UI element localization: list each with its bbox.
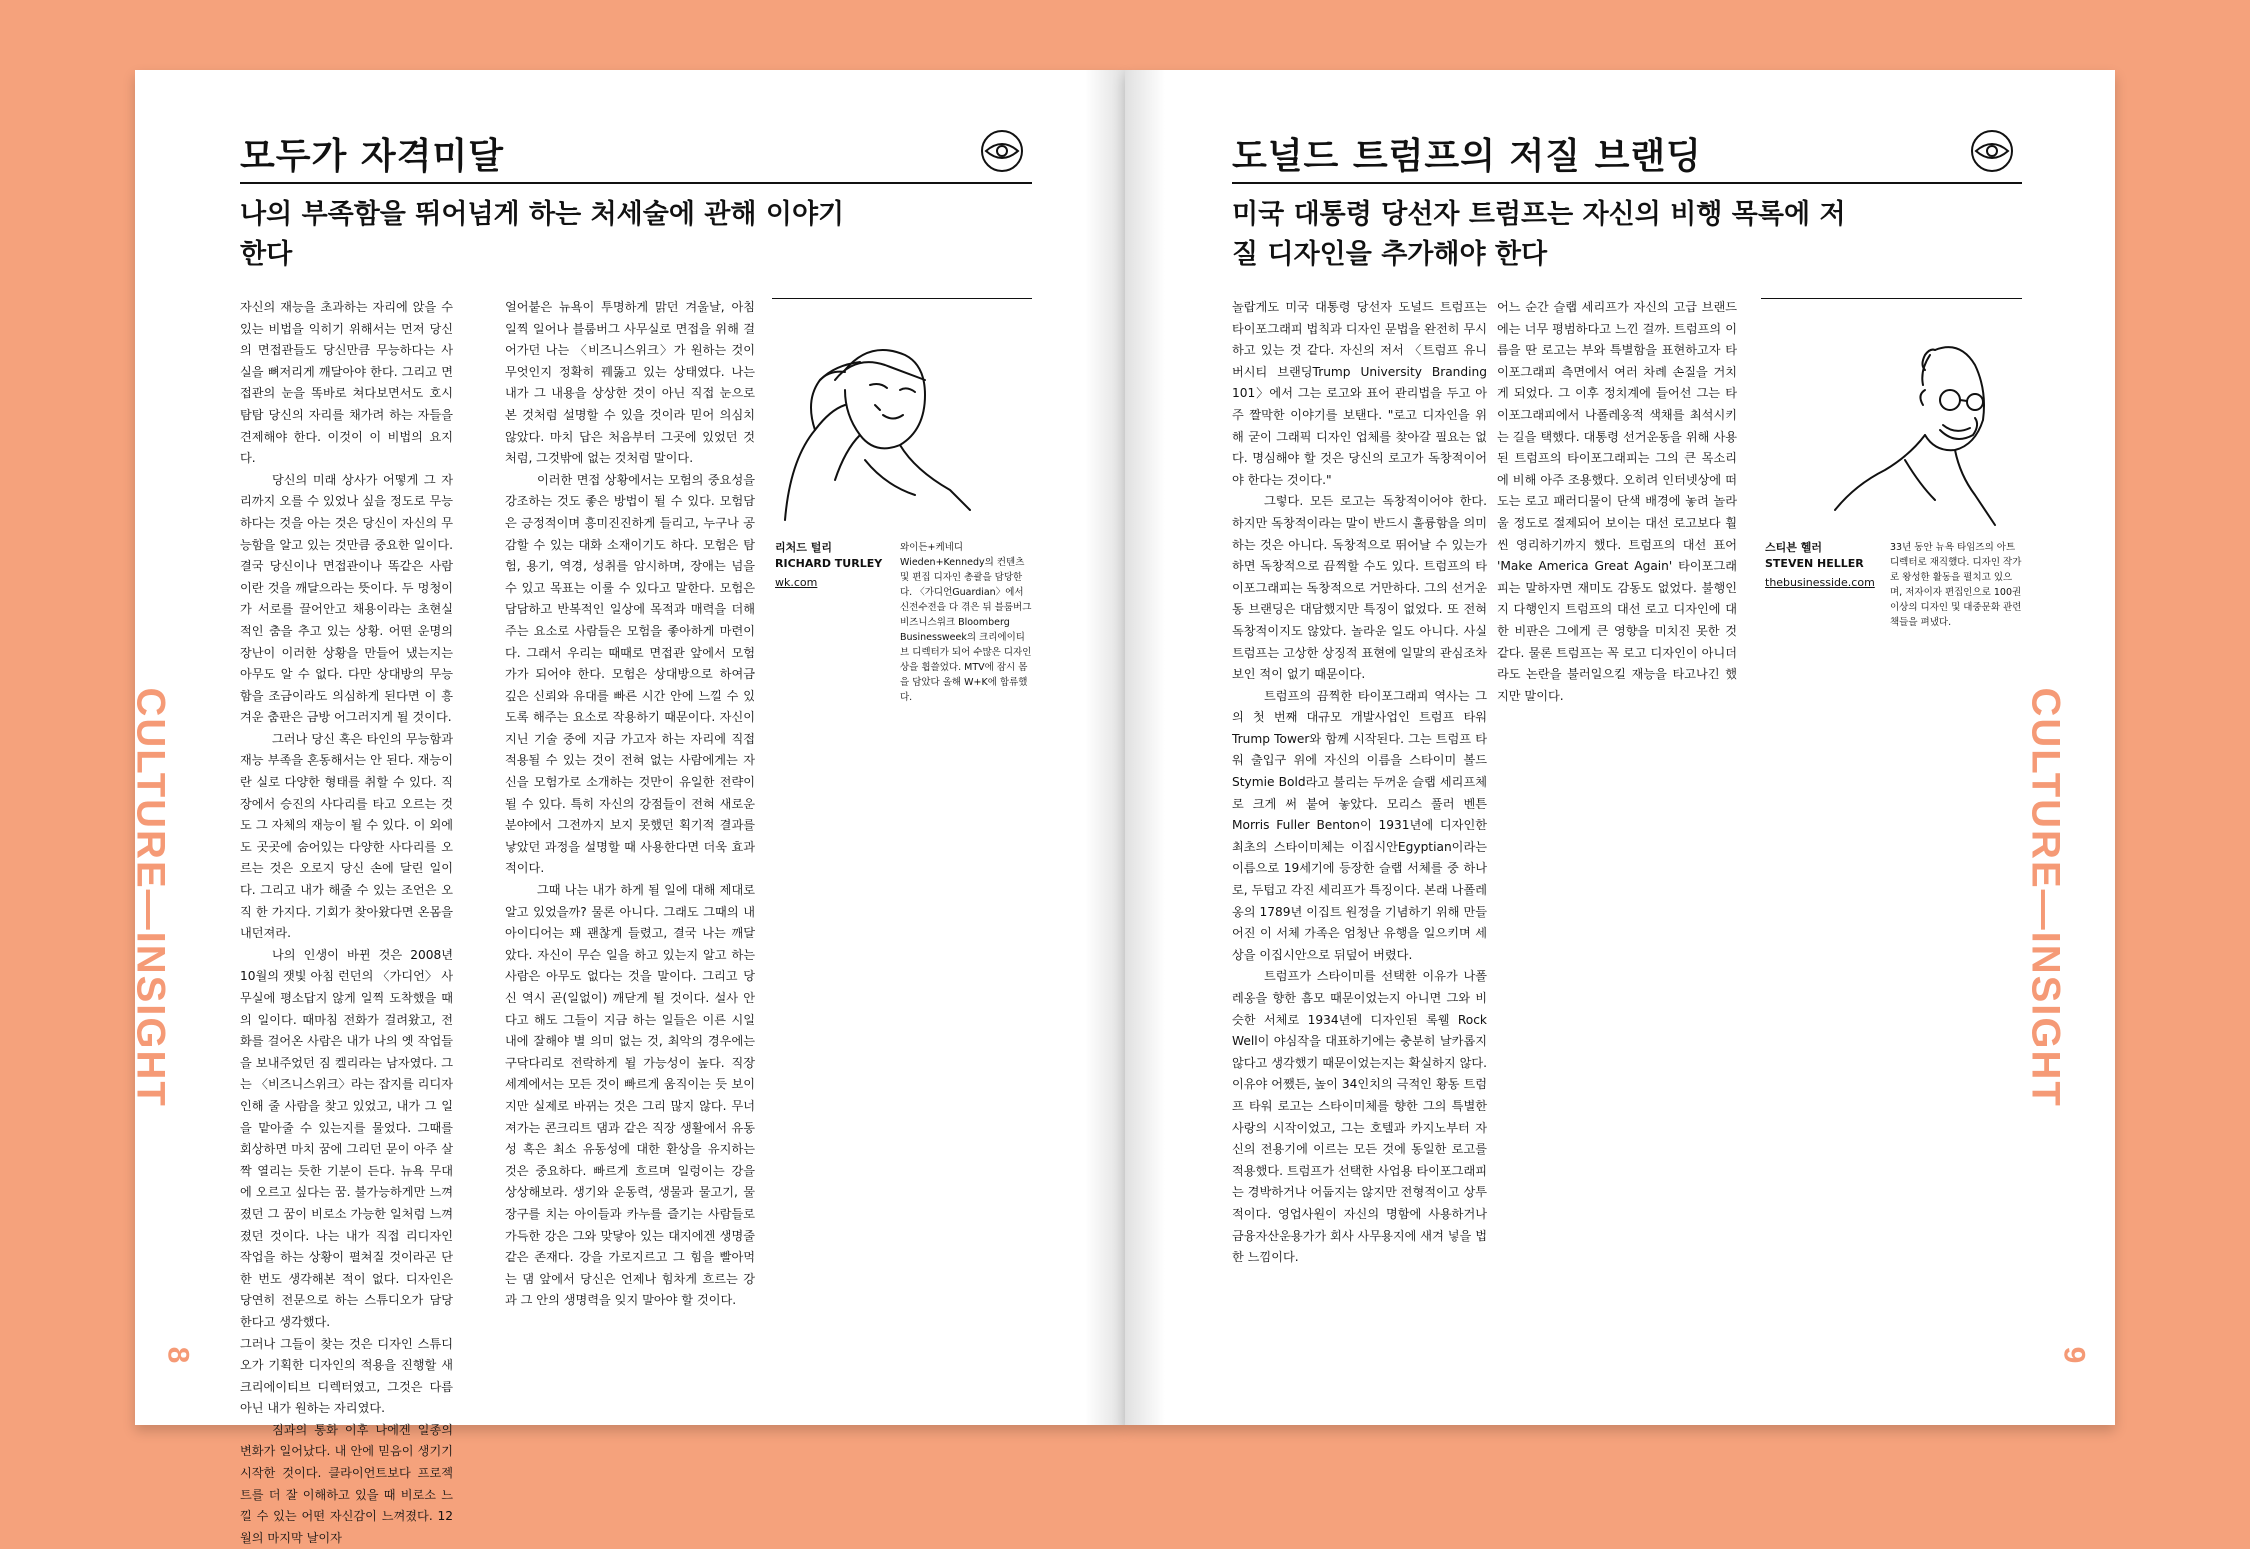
title-rule <box>1232 182 2022 184</box>
paragraph: 나의 인생이 바뀐 것은 2008년 10월의 잿빛 아침 런던의 〈가디언〉 사무실에 평소답지 않게 일찍 도착했을 때의 일이다. 때마침 전화가 걸려왔고, 전화를 걸어온 사람은 내가 나의 옛 작업들을 보내주었던 짐 켈리라는 남자였다. 그는 〈비즈니스위크〉라는 잡지를 리디자인해 줄 사람을 찾고 있었고, 내가 그 일을 맡아줄 수 있는지를 물었다. 그때를 회상하면 마치 꿈에 그리던 문이 아주 살짝 열리는 듯한 기분이 든다. 뉴욕 무대에 오르고 싶다는 꿈. 불가능하게만 느껴졌던 그 꿈이 비로소 가능한 일처럼 느껴졌던 것이다. 나는 내가 직접 리디자인 작업을 하는 상황이 펼쳐질 것이라곤 단 한 번도 생각해본 적이 없다. 디자인은 당연히 전문으로 하는 스튜디오가 담당한다고 생각했다. <box>240 947 453 1329</box>
page-subtitle: 나의 부족함을 뛰어넘게 하는 처세술에 관해 이야기한다 <box>240 199 845 270</box>
author-illustration <box>1825 310 2015 530</box>
author-name-kr: 리처드 털리 <box>775 541 832 554</box>
paragraph: 그러나 그들이 찾는 것은 디자인 스튜디오가 기획한 디자인의 적용을 진행할 새 크리에이티브 디렉터였고, 그것은 다름 아닌 내가 원하는 자리였다. <box>240 1336 453 1416</box>
title-rule <box>240 182 1032 184</box>
author-rule <box>772 298 1032 299</box>
page-title: 도널드 트럼프의 저질 브랜딩 <box>1232 136 1702 177</box>
page-number: 8 <box>161 1346 195 1364</box>
paragraph: 그때 나는 내가 하게 될 일에 대해 제대로 알고 있었을까? 물론 아니다. 그래도 그때의 내 아이디어는 꽤 괜찮게 들렸고, 결국 나는 깨달았다. 자신이 무슨 일을 하고 있는지 알고 하는 사람은 아무도 없다는 것을 말이다. 그리고 당신 역시 곧(일없이) 깨닫게 될 것이다. 설사 안다고 해도 그들이 지금 하는 일들은 이른 시일 내에 잘해야 별 의미 없는 것, 최악의 경우에는 구닥다리로 전락하게 될 가능성이 높다. 직장 세계에서는 모든 것이 빠르게 움직이는 듯 보이지만 실제로 바뀌는 것은 그리 많지 않다. 무너져가는 콘크리트 댐과 같은 직장 생활에서 유동성 혹은 최소 유동성에 대한 환상을 유지하는 것은 중요하다. 빠르게 흐르며 일렁이는 강을 상상해보라. 생기와 운동력, 생물과 물고기, 물장구를 치는 아이들과 카누를 즐기는 사람들로 가득한 강은 그와 맞닿아 있는 대지에겐 생명줄 같은 존재다. 강을 가로지르고 그 힘을 빨아먹는 댐 앞에서 당신은 언제나 힘차게 흐르는 강과 그 안의 생명력을 잊지 말아야 할 것이다. <box>505 883 755 1308</box>
right-page <box>1125 70 2115 1425</box>
page-title: 모두가 자격미달 <box>240 136 504 177</box>
author-link[interactable]: thebusinesside.com <box>1765 576 1875 589</box>
body-column-1 <box>1232 297 1487 1372</box>
eye-icon <box>973 122 1031 180</box>
page-subtitle: 미국 대통령 당선자 트럼프는 자신의 비행 목록에 저질 디자인을 추가해야 한다 <box>1232 199 1846 270</box>
paragraph: 당신의 미래 상사가 어떻게 그 자리까지 오를 수 있었나 싶을 정도로 무능하다는 것을 아는 것은 당신이 자신의 무능함을 알고 있는 것만큼 중요한 일이다. 결국 당신이나 면접관이나 똑같은 사람이란 것을 깨달으라는 뜻이다. 두 멍청이가 서로를 끌어안고 채용이라는 초현실적인 춤을 추고 있는 상황. 어떤 운명의 장난이 이러한 상황을 만들어 냈는지는 아무도 알 수 없다. 다만 상대방의 무능함을 조금이라도 의심하게 된다면 이 흥겨운 춤판은 금방 어그러지게 될 것이다. <box>240 472 453 725</box>
body-column-2 <box>505 297 755 1372</box>
paragraph: 놀랍게도 미국 대통령 당선자 도널드 트럼프는 타이포그래피 법칙과 디자인 문법을 완전히 무시하고 있는 것 같다. 자신의 저서 〈트럼프 유니버시티 브랜딩Trump University Branding 101〉에서 그는 로고와 표어 관리법을 두고 아주 짤막한 이야기를 보탠다. "로고 디자인을 위해 굳이 그래픽 디자인 업체를 찾아갈 필요는 없다. 명심해야 할 것은 당신의 로고가 독창적이어야 한다는 것이다." <box>1232 300 1487 487</box>
author-link[interactable]: wk.com <box>775 576 818 589</box>
section-label: CULTURE—INSIGHT <box>2023 687 2068 1108</box>
section-label: CULTURE—INSIGHT <box>128 687 173 1108</box>
paragraph: 얼어붙은 뉴욕이 투명하게 맑던 겨울날, 아침 일찍 일어나 블룸버그 사무실로 면접을 위해 걸어가던 나는 〈비즈니스위크〉가 원하는 것이 무엇인지 정확히 꿰뚫고 있는 상태였다. 나는 내가 그 내용을 상상한 것이 아닌 직접 눈으로 본 것처럼 설명할 수 있을 것이라 믿어 의심치 않았다. 마치 답은 처음부터 그곳에 있었던 것처럼, 그것밖에 없는 것처럼 말이다. <box>505 300 755 466</box>
page-number: 9 <box>2057 1346 2091 1364</box>
eye-icon <box>1963 122 2021 180</box>
paragraph: 그러나 당신 혹은 타인의 무능함과 재능 부족을 혼동해서는 안 된다. 재능이란 실로 다양한 형태를 취할 수 있다. 직장에서 승진의 사다리를 타고 오르는 것도 그 자체의 재능이 될 수 있다. 이 외에도 곳곳에 숨어있는 다양한 사다리를 오르는 것은 오로지 당신 손에 달린 일이다. 그리고 내가 해줄 수 있는 조언은 오직 한 가지다. 기회가 찾아왔다면 온몸을 내던져라. <box>240 731 453 941</box>
paragraph: 트럼프의 끔찍한 타이포그래피 역사는 그의 첫 번째 대규모 개발사업인 트럼프 타워Trump Tower와 함께 시작된다. 그는 트럼프 타워 출입구 위에 자신의 이름을 스타이미 볼드Stymie Bold라고 불리는 두꺼운 슬랩 세리프체로 크게 써 붙여 놓았다. 모리스 풀러 벤튼Morris Fuller Benton이 1931년에 디자인한 최초의 스타이미체는 이집시안Egyptian이라는 이름으로 19세기에 등장한 슬랩 서체를 중 하나로, 두텁고 각진 세리프가 특징이다. 본래 나폴레옹의 1789년 이집트 원정을 기념하기 위해 만들어진 이 서체 가족은 엄청난 유행을 일으키며 세상을 이집시안으로 뒤덮어 버렸다. <box>1232 688 1487 962</box>
paragraph: 트럼프가 스타이미를 선택한 이유가 나폴레옹을 향한 흠모 때문이었는지 아니면 그와 비슷한 서체로 1934년에 디자인된 록웰 Rock Well이 야심작을 대표하기에는 충분히 날카롭지 않다고 생각했기 때문이었는지는 확실하지 않다. 이유야 어쨌든, 높이 34인치의 극적인 황동 트럼프 타워 로고는 스타이미체를 향한 그의 특별한 사랑의 시작이었고, 그는 호텔과 카지노부터 자신의 전용기에 이르는 모든 것에 동일한 로고를 적용했다. 트럼프가 선택한 사업용 타이포그래피는 경박하거나 어둡지는 않지만 전형적이고 상투적이다. 영업사원이 자신의 명함에 사용하거나 금융자산운용가가 회사 사무용지에 새겨 넣을 법한 느낌이다. <box>1232 969 1487 1265</box>
paragraph: 그렇다. 모든 로고는 독창적이어야 한다. 하지만 독창적이라는 말이 반드시 훌륭함을 의미하는 것은 아니다. 독창적으로 뛰어날 수 있는가 하면 독창적으로 끔찍할 수도 있다. 트럼프의 타이포그래피는 독창적으로 거만하다. 그의 선거운동 브랜딩은 대담했지만 특징이 없었다. 또 전혀 독창적이지도 않았다. 놀라운 일도 아니다. 사실 트럼프는 고상한 상징적 표현에 일말의 관심조차 보인 적이 없기 때문이다. <box>1232 494 1487 682</box>
author-bio: 와이든+케네디 Wieden+Kennedy의 컨텐츠 및 편집 디자인 총괄을 담당한다. 〈가디언Guardian〉에서 신전수전을 다 겪은 뒤 블룸버그 비즈니스위크 Bloomberg Businessweek의 크리에이티브 디렉터가 되어 수많은 디자인상을 휩쓸었다. MTV에 잠시 몸을 담았다 올해 W+K에 합류했다. <box>900 542 1032 703</box>
gutter-shadow <box>1085 70 1125 1425</box>
left-page <box>128 70 1125 1545</box>
gutter-shadow <box>1125 70 1165 1425</box>
paragraph: 자신의 재능을 초과하는 자리에 앉을 수 있는 비법을 익히기 위해서는 먼저 당신의 면접관들도 당신만큼 무능하다는 사실을 뼈저리게 깨달아야 한다. 그리고 면접관의 눈을 똑바로 쳐다보면서도 호시탐탐 당신의 자리를 채가려 하는 자들을 견제해야 한다. 이것이 이 비법의 요지다. <box>240 300 453 466</box>
author-rule <box>1761 298 2022 299</box>
paragraph: 어느 순간 슬랩 세리프가 자신의 고급 브랜드에는 너무 평범하다고 느낀 걸까. 트럼프의 이름을 딴 로고는 부와 특별함을 표현하고자 타이포그래피 측면에서 여러 차례 손질을 거치게 되었다. 그 이후 정치계에 들어선 그는 타이포그래피에서 나폴레옹적 색채를 최석시키는 길을 택했다. 대통령 선거운동을 위해 사용된 트럼프의 타이포그래피는 그의 큰 목소리에 비해 아주 조용했다. 오히려 인터넷상에 떠도는 로고 패러디물이 단색 배경에 놓려 놀라울 정도로 절제되어 보이는 대선 로고보다 훨씬 영리하기까지 했다. 트럼프의 대선 표어 'Make America Great Again' 타이포그래피는 말하자면 재미도 감동도 없었다. 불행인지 다행인지 트럼프의 대선 로고 디자인에 대한 비판은 그에게 큰 영향을 미치진 못한 것 같다. 물론 트럼프는 꼭 로고 디자인이 아니더라도 논란을 불러일으킬 재능을 타고나긴 했지만 말이다. <box>1497 300 1737 703</box>
body-column-1 <box>240 297 453 1545</box>
author-name-en: STEVEN HELLER <box>1765 557 1864 570</box>
paragraph: 짐과의 통화 이후 나에겐 일종의 변화가 일어났다. 내 안에 믿음이 생기기 시작한 것이다. 클라이언트보다 프로젝트를 더 잘 이해하고 있을 때 비로소 느낄 수 있는 어떤 자신감이 느껴졌다. 12월의 마지막 날이자 <box>240 1422 453 1545</box>
paragraph: 이러한 면접 상황에서는 모험의 중요성을 강조하는 것도 좋은 방법이 될 수 있다. 모험담은 긍정적이며 흥미진진하게 들리고, 누구나 공감할 수 있는 대화 소재이기도 하다. 모험은 탐험, 용기, 역경, 성취를 암시하며, 장애는 넘을 수 있고 목표는 이룰 수 있다고 말한다. 모험은 담담하고 반복적인 일상에 목적과 매력을 더해주는 요소로 사람들은 모험을 좋아하게 마련이다. 그래서 우리는 때때로 면접관 앞에서 모험가가 되어야 한다. 모험은 상대방으로 하여금 깊은 신뢰와 유대를 빠른 시간 안에 느낄 수 있도록 해주는 요소로 작용하기 때문이다. 자신이 지닌 기술 중에 지금 가고자 하는 자리에 직접 적용될 수 있는 것이 전혀 없는 사람에게는 자신을 모험가로 소개하는 것만이 유일한 전략이 될 수 있다. 특히 자신의 강점들이 전혀 새로운 분야에서 그전까지 보지 못했던 획기적 결과를 낳았던 과정을 설명할 때 사용한다면 더욱 효과적이다. <box>505 472 755 876</box>
author-bio: 33년 동안 뉴욕 타임즈의 아트 디렉터로 재직했다. 디자인 작가로 왕성한 활동을 펼치고 있으며, 저자이자 편집인으로 100권 이상의 디자인 및 대중문화 관련 책들을 펴냈다. <box>1890 542 2022 628</box>
author-illustration <box>775 310 975 530</box>
author-name-en: RICHARD TURLEY <box>775 557 883 570</box>
author-name-kr: 스티븐 헬러 <box>1765 541 1822 554</box>
body-column-2 <box>1497 297 1737 797</box>
